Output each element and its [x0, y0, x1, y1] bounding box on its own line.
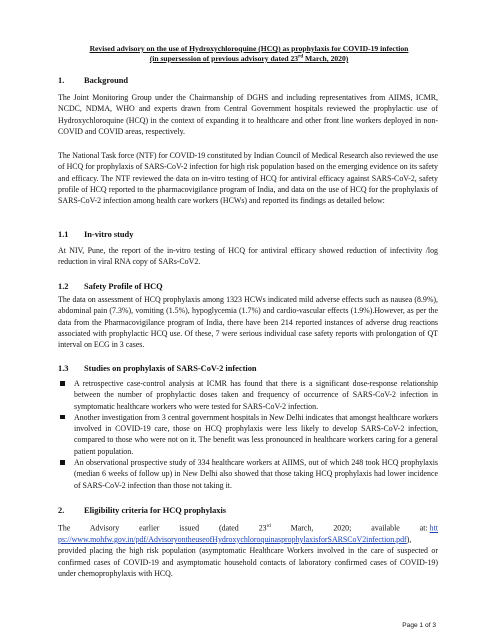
document-title — [58, 44, 440, 64]
section-number: 1.3 — [58, 364, 69, 373]
section-number: 1. — [58, 76, 65, 85]
title-line-2-text: (in supersession of previous advisory dated 23 — [149, 54, 299, 63]
square-bullet-icon — [60, 381, 65, 386]
page-number: Page 1 of 3 — [402, 622, 436, 629]
in-vitro-paragraph: At NIV, Pune, the report of the in-vitro testing of HCQ for antiviral efficacy showed reduction of infectivity /log reduction in viral RNA copy of SARs-CoV2. — [58, 246, 438, 267]
square-bullet-icon — [60, 460, 65, 465]
section-1-2-heading — [58, 282, 163, 292]
section-title: Eligibility criteria for HCQ prophylaxis — [84, 506, 227, 515]
section-number: 1.2 — [58, 282, 69, 291]
studies-bullet-list — [58, 378, 438, 491]
section-number: 1.1 — [58, 230, 69, 239]
section-number: 2. — [58, 506, 65, 515]
bullet-text: An observational prospective study of 334 healthcare workers at AIIMS, out of which 248 took HCQ prophylaxis (median 6 weeks of follow up) in New Delhi also showed that those taking HCQ prophylaxis had lower incidence of SARS-CoV-2 infection than those not taking it. — [74, 458, 438, 490]
eligibility-paragraph — [58, 521, 438, 579]
safety-profile-paragraph: The data on assessment of HCQ prophylaxis among 1323 HCWs indicated mild adverse effects such as nausea (8.9%), abdominal pain (7.3%), vomiting (1.5%), hypoglycemia (1.7%) and cardio-vascular effects (1.9%).However, as per the data from the Pharmacovigilance program of India, there have been 214 reported instances of adverse drug reactions associated with prophylactic HCQ use. Of these, 7 were serious individual case safety reports with prolongation of QT interval on ECG in 3 cases. — [58, 295, 438, 350]
section-title: Studies on prophylaxis of SARS-CoV-2 infection — [84, 364, 257, 373]
section-2-heading — [58, 506, 226, 516]
section-title: Background — [84, 76, 129, 85]
date-superscript: rd — [266, 524, 271, 529]
section-title: In-vitro study — [84, 230, 134, 239]
background-paragraph-1: The Joint Monitoring Group under the Chairmanship of DGHS and including representatives from AIIMS, ICMR, NCDC, NDMA, WHO and experts drawn from Central Government hospitals reviewed the prophylactic use of Hydroxychloroquine (HCQ) in the context of expanding it to healthcare and other front line workers deployed in non-COVID and COVID areas, respectively. — [58, 93, 438, 136]
bullet-text: A retrospective case-control analysis at ICMR has found that there is a significant dose-response relationship between the number of prophylactic doses taken and frequency of occurrence of SARS-CoV-2 infection in symptomatic healthcare workers who were tested for SARS-CoV-2 infection. — [74, 379, 438, 411]
list-item — [58, 378, 438, 412]
list-item — [58, 412, 438, 457]
eligibility-text-start: The Advisory earlier issued (dated 23 — [58, 523, 267, 533]
title-superscript: rd — [298, 54, 304, 60]
eligibility-text-mid: March, 2020; available at: — [270, 523, 430, 533]
section-1-heading — [58, 76, 128, 86]
square-bullet-icon — [60, 415, 65, 420]
background-paragraph-2: The National Task force (NTF) for COVID-19 constituted by Indian Council of Medical Research also reviewed the use of HCQ for prophylaxis of SARS-CoV-2 infection for high risk population based on the emerging evidence on its safety and efficacy. The NTF reviewed the data on in-vitro testing of HCQ for antiviral efficacy against SARS-CoV-2, safety profile of HCQ reported to the pharmacovigilance program of India, and data on the use of HCQ for the prophylaxis of SARS-CoV-2 infection among health care workers (HCWs) and reported its findings as detailed below: — [58, 151, 438, 206]
section-1-1-heading — [58, 230, 133, 240]
bullet-text: Another investigation from 3 central government hospitals in New Delhi indicates that amongst healthcare workers involved in COVID-19 care, those on HCQ prophylaxis were less likely to develop SARS-CoV-2 infection, compared to those who were not on it. The benefit was less pronounced in healthcare workers caring for a general patient population. — [74, 412, 438, 456]
title-line-2-end: March, 2020) — [303, 54, 349, 63]
list-item — [58, 457, 438, 491]
section-1-3-heading — [58, 364, 257, 374]
title-line-2 — [58, 54, 440, 64]
eligibility-text-end: ), provided placing the high risk population (asymptomatic Healthcare Workers involved in the care of suspected or confirmed cases of COVID-19 and asymptomatic household contacts of laboratory confirmed cases of COVID-19) under chemoprophylaxis with HCQ. — [58, 534, 438, 578]
section-title: Safety Profile of HCQ — [84, 282, 163, 291]
title-line-1: Revised advisory on the use of Hydroxychloroquine (HCQ) as prophylaxis for COVID-19 infection — [89, 44, 409, 53]
advisory-pdf-link[interactable]: https://www.mohfw.gov.in/pdf/AdvisoryontheuseofHydroxychloroquinasprophylaxisforSARSCoV2infection.pdf — [58, 523, 438, 544]
